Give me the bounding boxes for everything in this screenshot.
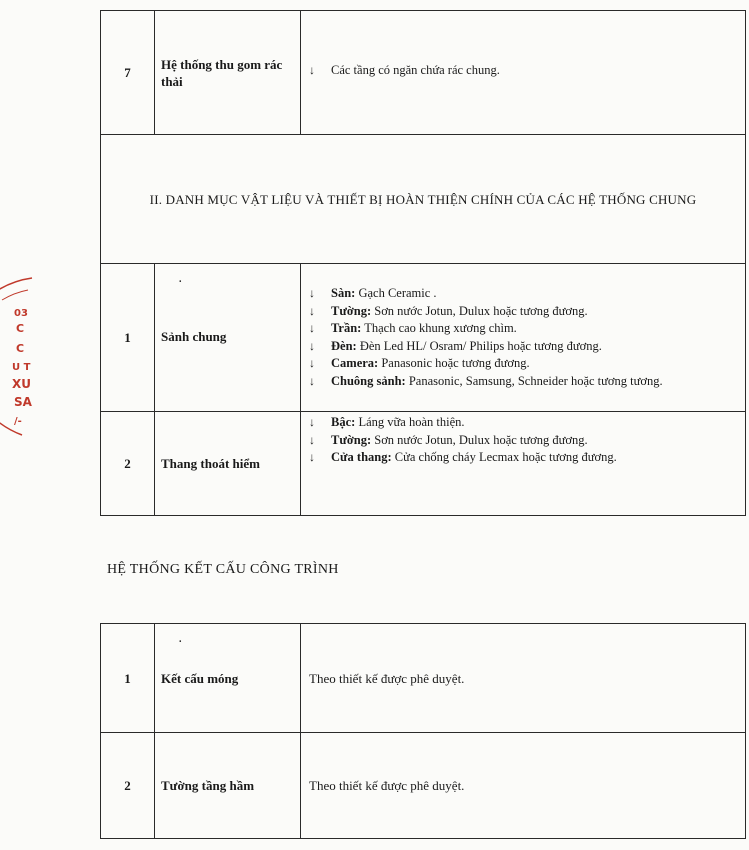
row-name-cell xyxy=(155,264,301,412)
svg-text:U T: U T xyxy=(12,362,31,373)
section-heading: HỆ THỐNG KẾT CẤU CÔNG TRÌNH xyxy=(107,562,339,577)
arrow-bullet-icon: ↓ xyxy=(309,286,315,300)
row-number: 7 xyxy=(101,11,155,135)
row-name: Tường tầng hầm xyxy=(155,733,301,839)
row-number: 1 xyxy=(101,264,155,412)
dot-mark: . xyxy=(179,273,182,285)
red-seal-stamp xyxy=(0,270,36,445)
row-description: Theo thiết kế được phê duyệt. xyxy=(301,624,746,733)
svg-text:/-: /- xyxy=(14,416,22,427)
row-name: Thang thoát hiểm xyxy=(155,412,301,516)
table-row xyxy=(101,733,746,839)
svg-text:C: C xyxy=(16,322,25,335)
row-name-cell xyxy=(155,624,301,733)
arrow-bullet-icon: ↓ xyxy=(309,321,315,335)
arrow-bullet-icon: ↓ xyxy=(309,450,315,464)
table-row xyxy=(101,624,746,733)
row-number: 2 xyxy=(101,412,155,516)
list-item: ↓ Cửa thang: Cửa chống cháy Lecmax hoặc tương đương. xyxy=(307,449,737,467)
arrow-bullet-icon: ↓ xyxy=(309,356,315,370)
list-item: ↓ Trần: Thạch cao khung xương chìm. xyxy=(307,320,737,338)
list-item: ↓ Đèn: Đèn Led HL/ Osram/ Philips hoặc tương đương. xyxy=(307,338,737,356)
row-details xyxy=(301,264,746,412)
arrow-bullet-icon: ↓ xyxy=(309,62,315,77)
svg-text:XU: XU xyxy=(12,377,31,391)
table-row xyxy=(101,412,746,516)
list-item: ↓ Sàn: Gạch Ceramic . xyxy=(307,285,737,303)
row-name: Sảnh chung xyxy=(161,328,227,344)
materials-table xyxy=(100,10,746,516)
table-row xyxy=(101,11,746,135)
arrow-bullet-icon: ↓ xyxy=(309,415,315,429)
table-row xyxy=(101,264,746,412)
row-name: Hệ thống thu gom rác thải xyxy=(155,11,301,135)
row-number: 2 xyxy=(101,733,155,839)
list-item: ↓ Chuông sảnh: Panasonic, Samsung, Schneider hoặc tương tương. xyxy=(307,373,737,391)
row-details xyxy=(301,11,746,135)
section-row xyxy=(101,135,746,264)
list-item: ↓ Camera: Panasonic hoặc tương đương. xyxy=(307,355,737,373)
svg-text:03: 03 xyxy=(14,308,28,319)
row-name: Kết cấu móng xyxy=(161,671,239,686)
row-details xyxy=(301,412,746,516)
arrow-bullet-icon: ↓ xyxy=(309,303,315,318)
arrow-bullet-icon: ↓ xyxy=(309,373,315,388)
arrow-bullet-icon: ↓ xyxy=(309,432,315,447)
list-item: ↓ Bậc: Láng vữa hoàn thiện. xyxy=(307,414,737,432)
section-title: II. DANH MỤC VẬT LIỆU VÀ THIẾT BỊ HOÀN THIỆN CHÍNH CỦA CÁC HỆ THỐNG CHUNG xyxy=(101,135,746,264)
list-item: ↓ Tường: Sơn nước Jotun, Dulux hoặc tương đương. xyxy=(307,432,737,450)
row-number: 1 xyxy=(101,624,155,733)
arrow-bullet-icon: ↓ xyxy=(309,338,315,353)
row-description: Theo thiết kế được phê duyệt. xyxy=(301,733,746,839)
list-item: ↓ Tường: Sơn nước Jotun, Dulux hoặc tương đương. xyxy=(307,303,737,321)
list-item: ↓ Các tầng có ngăn chứa rác chung. xyxy=(307,62,737,80)
svg-text:SA: SA xyxy=(14,395,32,409)
svg-text:C: C xyxy=(16,342,25,355)
structure-table xyxy=(100,623,746,839)
dot-mark: . xyxy=(179,634,182,645)
